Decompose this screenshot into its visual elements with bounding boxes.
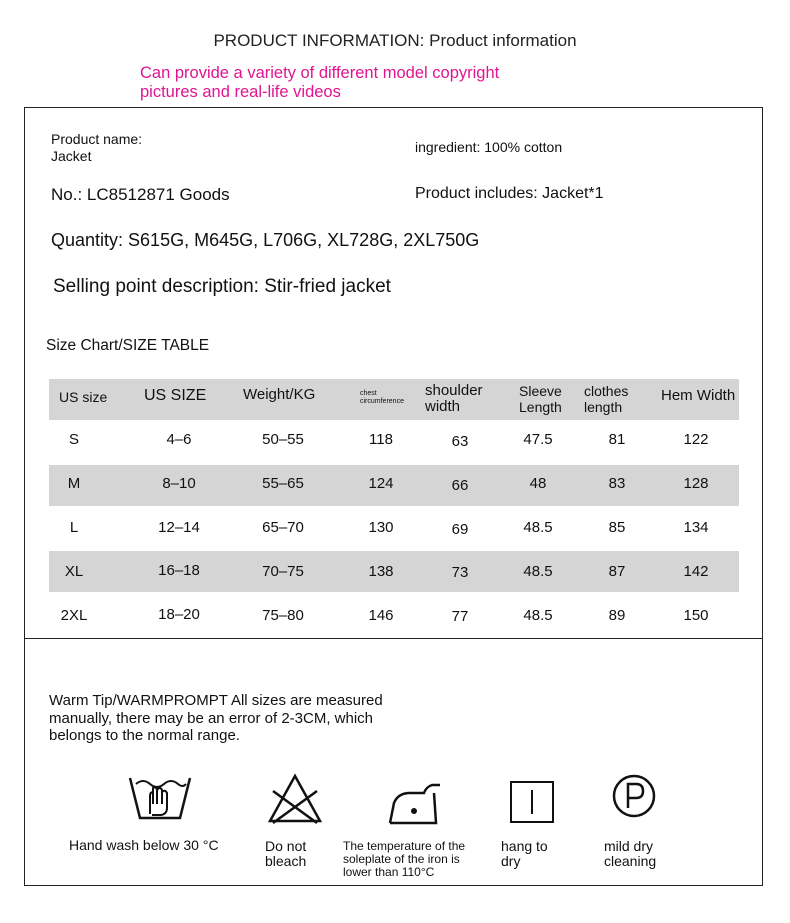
- header-weight: Weight/KG: [243, 386, 316, 403]
- table-cell: 63: [451, 433, 469, 450]
- table-cell: 150: [683, 607, 709, 624]
- table-cell: 18–20: [158, 606, 200, 623]
- table-cell: 8–10: [162, 475, 196, 492]
- table-cell: L: [69, 519, 79, 536]
- table-cell: 12–14: [158, 519, 200, 536]
- table-cell: 70–75: [262, 563, 304, 580]
- warm-tip: Warm Tip/WARMPROMPT All sizes are measured manually, there may be an error of 2-3CM, which belongs to the normal range.: [49, 692, 383, 744]
- header-us-size-2: US SIZE: [144, 387, 207, 404]
- table-cell: 134: [683, 519, 709, 536]
- table-cell: 83: [608, 475, 626, 492]
- do-not-bleach-icon: [267, 773, 323, 825]
- table-cell: 2XL: [60, 607, 88, 624]
- size-table-title: Size Chart/SIZE TABLE: [46, 337, 210, 354]
- page-title: PRODUCT INFORMATION: Product information: [213, 31, 577, 50]
- care-label-do-not-bleach: Do not bleach: [265, 838, 307, 869]
- table-cell: M: [67, 475, 81, 492]
- product-number: No.: LC8512871 Goods: [51, 185, 230, 204]
- table-cell: 77: [451, 608, 469, 625]
- care-label-iron: The temperature of the soleplate of the iron is lower than 110°C: [343, 839, 466, 879]
- table-cell: 48: [529, 475, 547, 492]
- care-label-dry-clean: mild dry cleaning: [604, 838, 657, 869]
- header-chest: chest circumference: [360, 390, 404, 405]
- hang-dry-icon: [509, 780, 555, 824]
- product-name-label: Product name:: [51, 131, 143, 147]
- promo-line-2: pictures and real-life videos: [140, 83, 341, 101]
- table-cell: 122: [683, 431, 709, 448]
- product-quantity: Quantity: S615G, M645G, L706G, XL728G, 2XL750G: [51, 230, 480, 250]
- table-cell: 85: [608, 519, 626, 536]
- selling-point: Selling point description: Stir-fried jacket: [53, 276, 391, 297]
- table-cell: 138: [368, 563, 394, 580]
- care-label-hand-wash: Hand wash below 30 °C: [69, 837, 219, 853]
- promo-text: [140, 64, 600, 102]
- table-cell: 81: [608, 431, 626, 448]
- table-cell: 55–65: [262, 475, 304, 492]
- section-divider: [24, 638, 763, 639]
- table-cell: 87: [608, 563, 626, 580]
- table-cell: 146: [368, 607, 394, 624]
- header-us-size-1: US size: [59, 389, 108, 405]
- table-cell: 69: [451, 521, 469, 538]
- promo-line-1: Can provide a variety of different model copyright: [140, 64, 500, 82]
- table-cell: 89: [608, 607, 626, 624]
- dry-clean-icon: [611, 773, 657, 819]
- care-label-hang-dry: hang to dry: [501, 838, 548, 869]
- header-shoulder: shoulder width: [425, 382, 483, 415]
- table-cell: 118: [369, 431, 393, 448]
- product-includes: Product includes: Jacket*1: [415, 185, 604, 202]
- header-clothes-length: clothes length: [584, 383, 629, 415]
- table-cell: 16–18: [158, 562, 200, 579]
- table-cell: 50–55: [262, 431, 304, 448]
- table-cell: 47.5: [523, 431, 553, 448]
- product-name-value: Jacket: [51, 148, 92, 164]
- ingredient: ingredient: 100% cotton: [415, 139, 563, 155]
- table-cell: 4–6: [166, 431, 192, 448]
- table-cell: 130: [368, 519, 394, 536]
- table-cell: 124: [368, 475, 394, 492]
- table-cell: 65–70: [262, 519, 304, 536]
- product-name: [51, 131, 142, 165]
- table-cell: 48.5: [523, 607, 553, 624]
- table-cell: 75–80: [262, 607, 304, 624]
- table-cell: 142: [683, 563, 709, 580]
- iron-icon: [388, 781, 442, 825]
- header-hem-width: Hem Width: [661, 387, 736, 404]
- table-cell: 48.5: [523, 519, 553, 536]
- table-cell: S: [68, 431, 79, 448]
- table-cell: 73: [451, 564, 469, 581]
- table-cell: 66: [451, 477, 469, 494]
- table-cell: 128: [683, 475, 709, 492]
- header-sleeve: Sleeve Length: [519, 383, 562, 415]
- table-cell: XL: [64, 563, 84, 580]
- hand-wash-icon: [128, 774, 192, 822]
- table-cell: 48.5: [523, 563, 553, 580]
